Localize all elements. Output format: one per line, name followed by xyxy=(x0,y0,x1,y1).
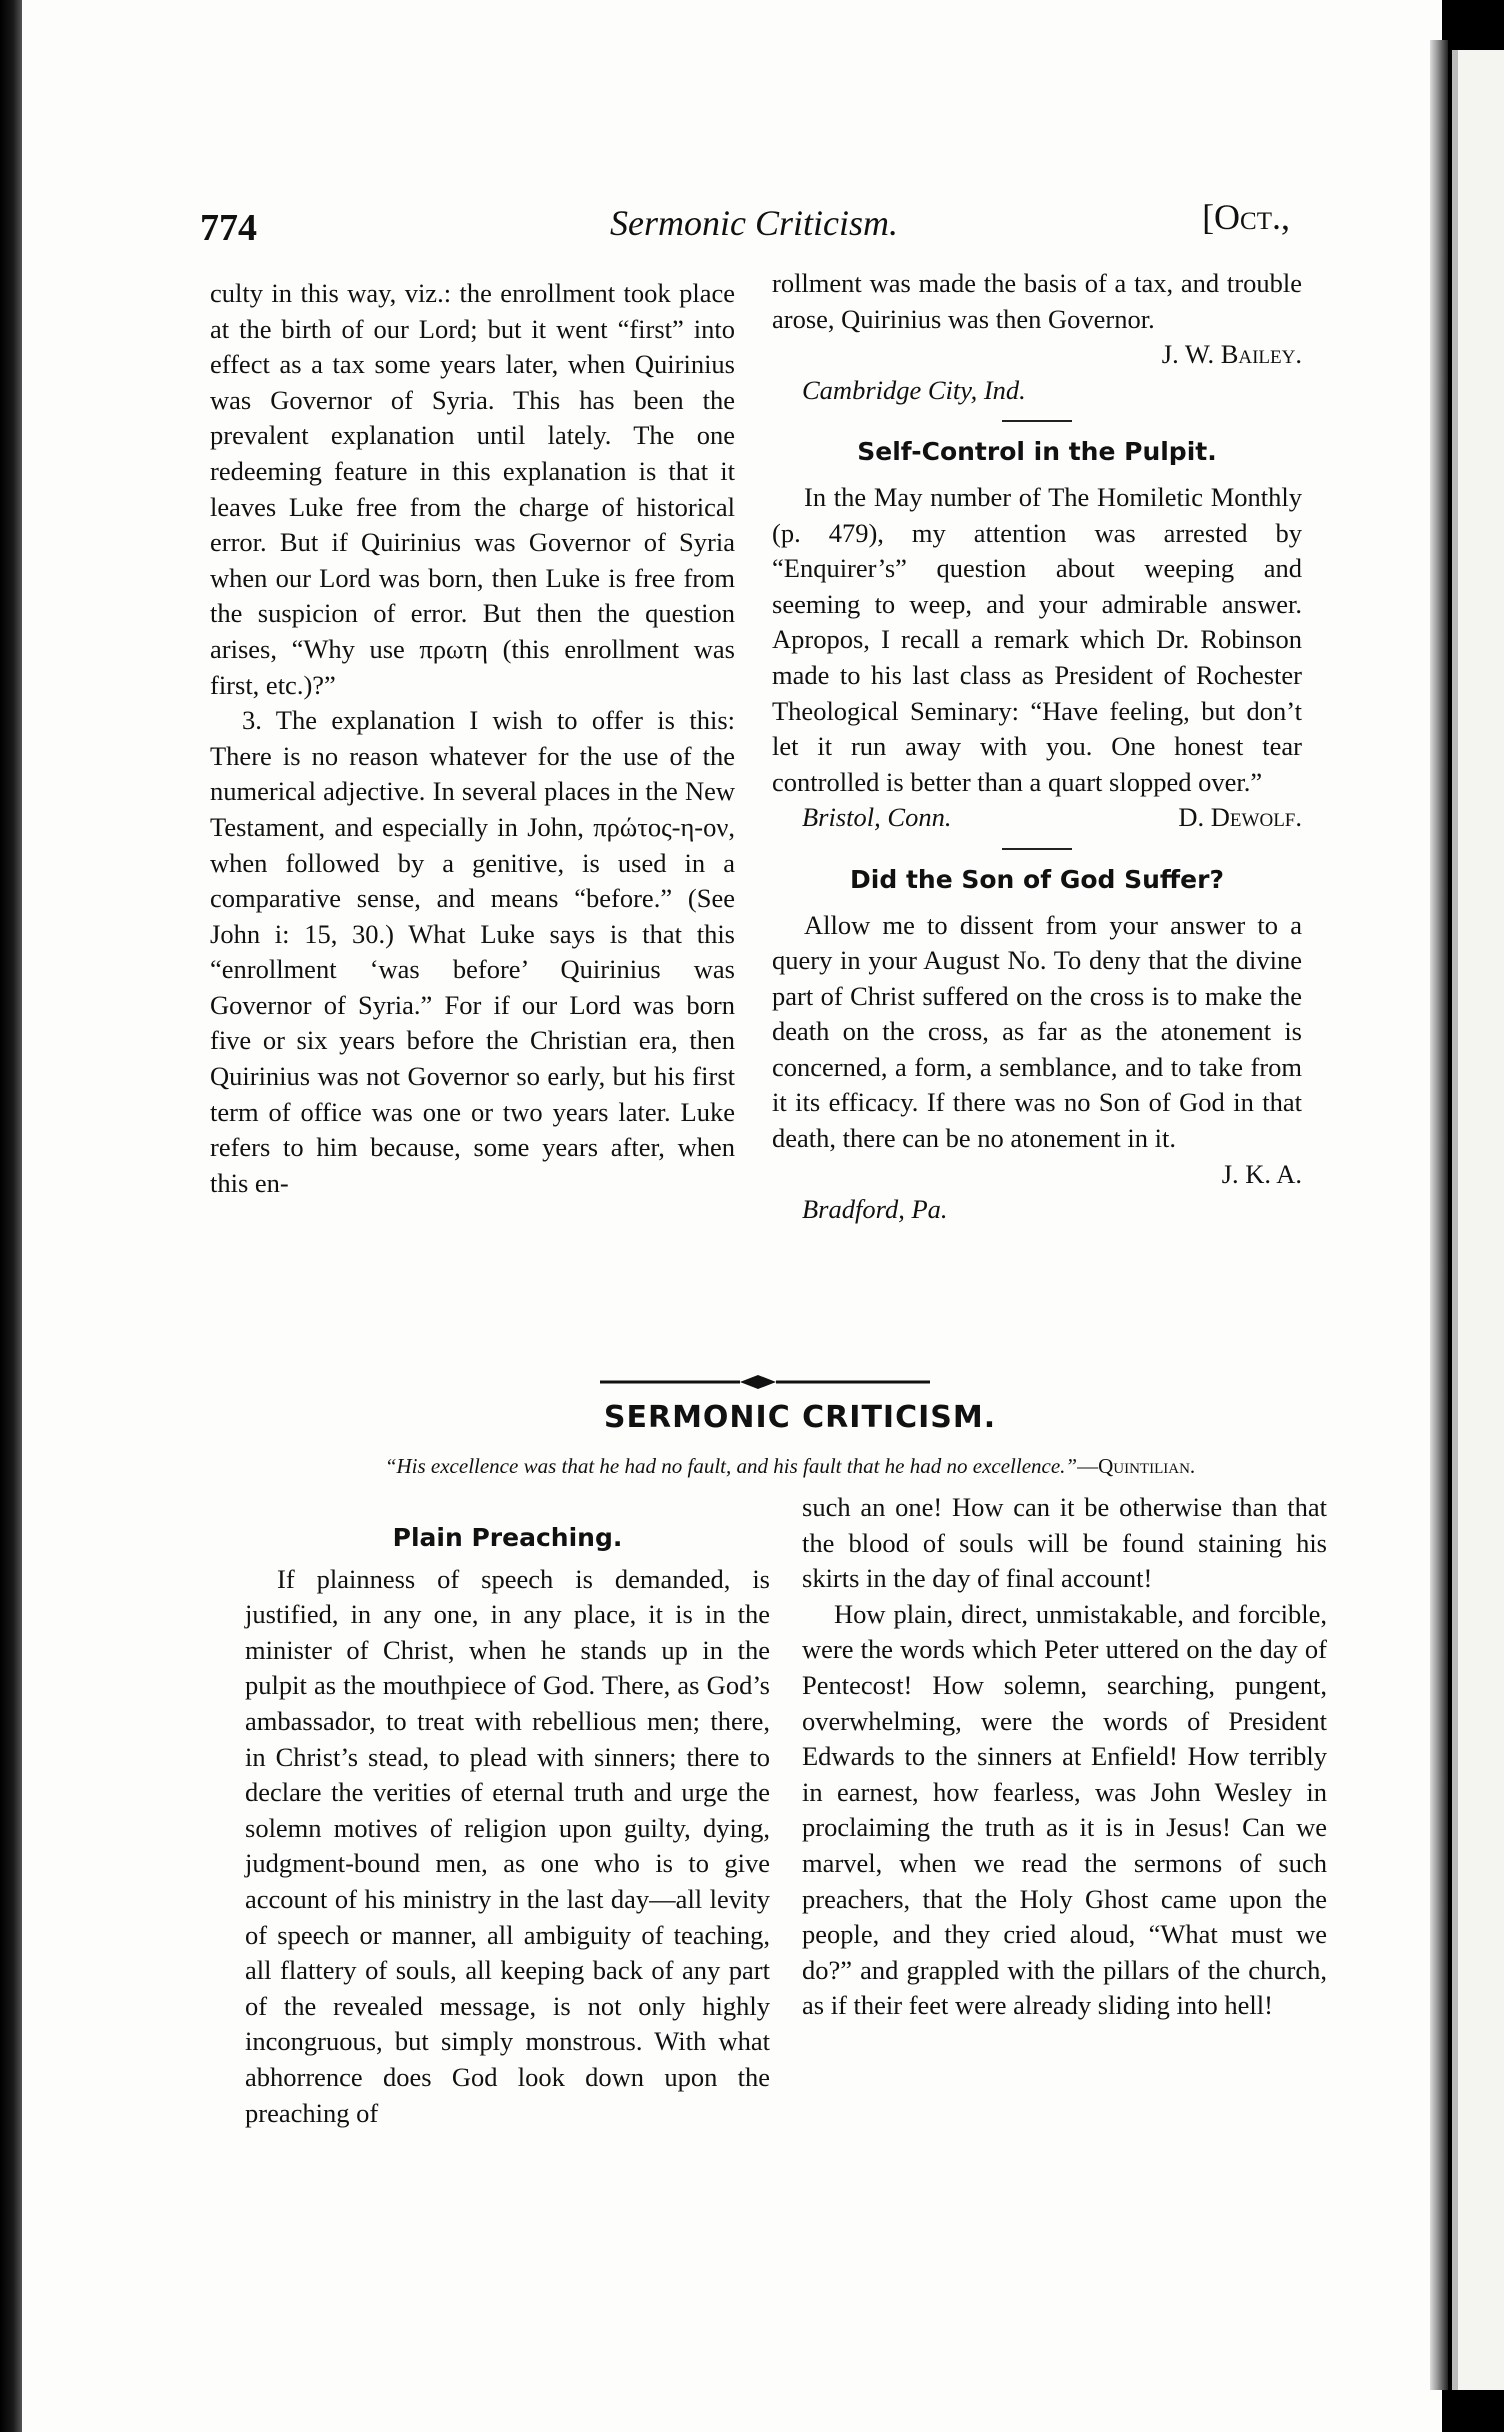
letter-title: Did the Son of God Suffer? xyxy=(850,864,1224,894)
epigraph-quote: “His excellence was that he had no fault, and his fault that he had no excellence.” xyxy=(384,1454,1078,1478)
paragraph: If plainness of speech is demanded, is justified, in any one, in any place, it is in the minister of Christ, when he stands up in the pulpit as the mouthpiece of God. There, as God’s ambassador, to treat with rebellious men; there, in Christ’s stead, to plead with sinners; there to declare the verities of eternal truth and urge the solemn motives of religion upon guilty, dying, judgment-bound men, as one who is to give account of his ministry in the last day—all levity of speech or manner, all ambiguity of teaching, all flattery of souls, all keeping back of any part of the revealed message, is not only highly incongruous, but simply monstrous. With what abhorrence does God look down upon the preaching of xyxy=(245,1563,770,2128)
author-place: Bristol, Conn. xyxy=(802,802,952,833)
paragraph: How plain, direct, unmistakable, and forcible, were the words which Peter uttered on the day of Pentecost! How solemn, searching, pungent, overwhelming, were the words of President Edwards to the sinners at Enfield! How terribly in earnest, how fearless, was John Wesley in proclaiming the truth as it is in Jesus! Can we marvel, when we read the sermons of such preachers, that the Holy Ghost came upon the people, and they cried aloud, “What must we do?” and grappled with the pillars of the church, as if their feet were already sliding into hell! xyxy=(802,1598,1327,2021)
paragraph: such an one! How can it be otherwise than that the blood of souls will be found staining his skirts in the day of final account! xyxy=(802,1492,1327,1594)
paragraph: 3. The explanation I wish to offer is this: There is no reason whatever for the use of the numerical adjective. In several places in the New Testament, and especially in John, πρώτος-η-ον, when followed by a genitive, is used in a comparative sense, and means “before.” (See John i: 15, 30.) What Luke says is that this “enrollment ‘was before’ Quirinius was Governor of Syria.” For if our Lord was born five or six years before the Christian era, then Quirinius was not Governor so early, but his first term of office was one or two years later. Luke refers to him because, some years after, when this en- xyxy=(210,705,735,1198)
running-header xyxy=(200,196,1290,256)
page-edge-shadow xyxy=(1430,40,1448,2390)
author-place: Cambridge City, Ind. xyxy=(802,374,1026,405)
author-place: Bradford, Pa. xyxy=(802,1194,948,1225)
paragraph: In the May number of The Homiletic Monthly (p. 479), my attention was arrested by “Enquirer’s” question about weeping and seeming to weep, and your admirable answer. Apropos, I recall a remark which Dr. Robinson made to his last class as President of Rochester Theological Seminary: “Have feeling, but don’t let it run away with you. One honest tear controlled is better than a quart slopped over.” xyxy=(772,481,1302,797)
signature-jka xyxy=(772,1157,1302,1193)
binding-edge xyxy=(0,0,22,2432)
column-left-bottom xyxy=(245,1520,770,2131)
epigraph-author: —Quintilian. xyxy=(1077,1454,1196,1478)
header-month: [Oct., xyxy=(1202,197,1290,237)
column-right-bottom xyxy=(802,1490,1327,2024)
signature-dewolf xyxy=(772,800,1302,836)
author-name: J. W. Bailey. xyxy=(1161,339,1302,370)
article-title: Plain Preaching. xyxy=(392,1523,623,1552)
section-title: SERMONIC CRITICISM. xyxy=(603,1400,997,1435)
facing-page-sliver xyxy=(1452,50,1504,2390)
signature-bailey xyxy=(772,337,1302,373)
epigraph xyxy=(260,1454,1320,1479)
author-name: D. Dewolf. xyxy=(1178,802,1302,833)
divider xyxy=(1002,848,1072,850)
column-right-top xyxy=(772,266,1302,1228)
page-number: 774 xyxy=(200,207,257,249)
divider xyxy=(1002,420,1072,422)
ornamental-rule xyxy=(600,1370,930,1394)
paragraph: culty in this way, viz.: the enrollment took place at the birth of our Lord; but it went “first” into effect as a tax some years later, when Quirinius was Governor of Syria. This has been the prevalent explanation until lately. The one redeeming feature in this explanation is that it leaves Luke free from the charge of historical error. But if Quirinius was Governor of Syria when our Lord was born, then Luke is free from the suspicion of error. But then the question arises, “Why use πρωτη (this enrollment was first, etc.)?” xyxy=(210,278,735,700)
paragraph: rollment was made the basis of a tax, and trouble arose, Quirinius was then Governor. xyxy=(772,268,1302,334)
paragraph: Allow me to dissent from your answer to a query in your August No. To deny that the divine part of Christ suffered on the cross is to make the death on the cross, as far as the atonement is concerned, a form, a semblance, and to take from it its efficacy. If there was no Son of God in that death, there can be no atonement in it. xyxy=(772,909,1302,1154)
running-title: Sermonic Criticism. xyxy=(610,203,898,243)
author-name: J. K. A. xyxy=(1221,1158,1302,1189)
column-left-top xyxy=(210,276,735,1201)
letter-title: Self-Control in the Pulpit. xyxy=(857,437,1217,467)
